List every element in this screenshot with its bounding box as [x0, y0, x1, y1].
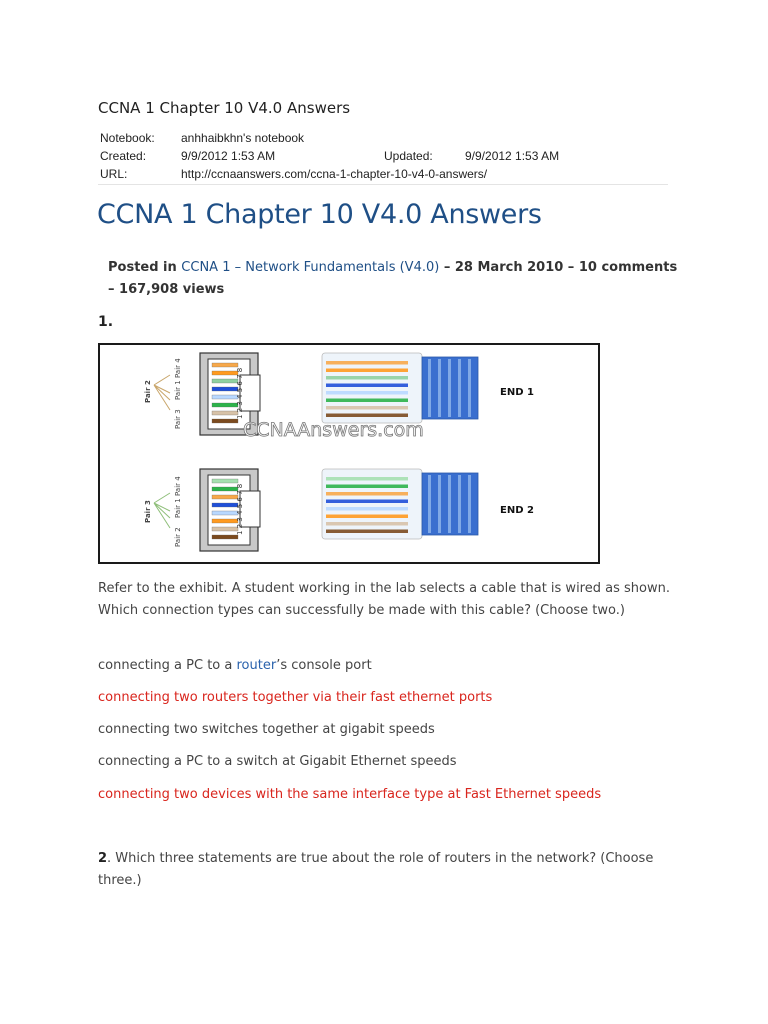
end2-jack-wire	[212, 479, 238, 483]
end1-label: END 1	[500, 387, 534, 398]
end1-cable-highlight	[468, 359, 471, 417]
metadata-divider	[98, 184, 668, 185]
question-1-text: Refer to the exhibit. A student working in the lab selects a cable that is wired as shown. Which connection types can successfully be made with this cable? (Choose two.)	[98, 581, 670, 618]
end1-cable-highlight	[428, 359, 431, 417]
end2-jack-wire	[212, 487, 238, 491]
end2-plug-wire	[326, 515, 408, 519]
end1-plug-wire	[326, 361, 408, 365]
answer-option-4[interactable]: connecting a PC to a switch at Gigabit Ethernet speeds	[98, 754, 457, 769]
end1-cable-highlight	[458, 359, 461, 417]
cable-exhibit-image	[98, 343, 600, 564]
updated-value: 9/9/2012 1:53 AM	[465, 149, 560, 163]
end1-jack-wire	[212, 403, 238, 407]
question-2-text: . Which three statements are true about the role of routers in the network? (Choose three.)	[98, 851, 654, 888]
question-2-number: 2	[98, 851, 108, 866]
end2-jack-wire	[212, 535, 238, 539]
end2-plug-wire	[326, 492, 408, 496]
router-link[interactable]: router	[236, 658, 277, 673]
end2-jack-wire	[212, 519, 238, 523]
end2-plug-wire	[326, 500, 408, 504]
end1-jack-wire	[212, 387, 238, 391]
note-title: CCNA 1 Chapter 10 V4.0 Answers	[98, 99, 351, 117]
post-title: CCNA 1 Chapter 10 V4.0 Answers	[97, 199, 542, 230]
updated-label: Updated:	[384, 149, 433, 163]
end1-jack-wire	[212, 363, 238, 367]
end2-pin-numbers: 1 2 3 4 5 6 7 8	[236, 483, 244, 535]
end1-plug-wire	[326, 376, 408, 380]
end1-plug-wire	[326, 369, 408, 373]
end2-cable-highlight	[428, 475, 431, 533]
end1-plug-wire	[326, 384, 408, 388]
category-link-ccna1[interactable]: CCNA 1	[181, 260, 231, 275]
end2-plug-wire	[326, 530, 408, 534]
end1-pin-numbers: 1 2 3 4 5 6 7 8	[236, 367, 244, 419]
answer-option-1-text-post: ’s console port	[276, 658, 372, 673]
answer-option-3[interactable]: connecting two switches together at gigabit speeds	[98, 722, 435, 737]
notebook-value: anhhaibkhn's notebook	[181, 131, 305, 145]
end2-pair-label-1: Pair 3	[144, 500, 152, 523]
end1-jack-wire	[212, 419, 238, 423]
url-label: URL:	[100, 167, 128, 181]
created-value: 9/9/2012 1:53 AM	[181, 149, 276, 163]
end1-pair-label-3: Pair 1	[174, 380, 182, 400]
end2-group	[144, 469, 534, 551]
end2-jack-wire	[212, 527, 238, 531]
end1-jack-wire	[212, 371, 238, 375]
end1-cable-highlight	[448, 359, 451, 417]
url-value[interactable]: http://ccnaanswers.com/ccna-1-chapter-10-v4-0-answers/	[181, 167, 488, 181]
end2-cable-highlight	[438, 475, 441, 533]
end1-pair-label-2: Pair 3	[174, 409, 182, 429]
end2-plug-wire	[326, 507, 408, 511]
end1-jack-wire	[212, 395, 238, 399]
end1-jack-wire	[212, 379, 238, 383]
end2-jack-wire	[212, 503, 238, 507]
post-byline	[108, 257, 678, 301]
end1-pair-label-4: Pair 4	[174, 358, 182, 378]
end2-pair-label-4: Pair 4	[174, 476, 182, 496]
end2-cable-highlight	[458, 475, 461, 533]
posted-date-comments: – 28 March 2010 – 10 comments	[439, 260, 678, 275]
end2-cable-highlight	[448, 475, 451, 533]
end1-plug-wire	[326, 399, 408, 403]
end2-label: END 2	[500, 505, 534, 516]
end2-plug-wire	[326, 485, 408, 489]
end2-pair-label-3: Pair 1	[174, 498, 182, 518]
post-views: – 167,908 views	[108, 282, 225, 297]
end2-jack-wire	[212, 511, 238, 515]
answer-option-1[interactable]	[98, 655, 372, 677]
end1-plug-wire	[326, 414, 408, 418]
posted-prefix: Posted in	[108, 260, 182, 275]
watermark-text: CCNAAnswers.com	[243, 419, 424, 441]
end1-plug-wire	[326, 391, 408, 395]
notebook-label: Notebook:	[100, 131, 155, 145]
end1-jack-wire	[212, 411, 238, 415]
question-1-number: 1.	[98, 314, 114, 330]
answer-option-2-correct[interactable]: connecting two routers together via their fast ethernet ports	[98, 690, 493, 705]
answer-option-5-correct[interactable]: connecting two devices with the same interface type at Fast Ethernet speeds	[98, 787, 602, 802]
end2-plug	[322, 469, 478, 539]
end1-plug	[322, 353, 478, 423]
answer-option-1-text-pre: connecting a PC to a	[98, 658, 237, 673]
end2-plug-wire	[326, 477, 408, 481]
end2-plug-wire	[326, 522, 408, 526]
end1-pair-label-1: Pair 2	[144, 380, 152, 403]
category-link-network-fundamentals[interactable]: Network Fundamentals (V4.0)	[245, 260, 440, 275]
category-separator: –	[230, 260, 246, 275]
end2-cable-highlight	[468, 475, 471, 533]
end2-pair-label-2: Pair 2	[174, 527, 182, 547]
created-label: Created:	[100, 149, 147, 163]
end1-cable-highlight	[438, 359, 441, 417]
end1-plug-wire	[326, 406, 408, 410]
end2-jack-wire	[212, 495, 238, 499]
question-2	[98, 848, 678, 892]
